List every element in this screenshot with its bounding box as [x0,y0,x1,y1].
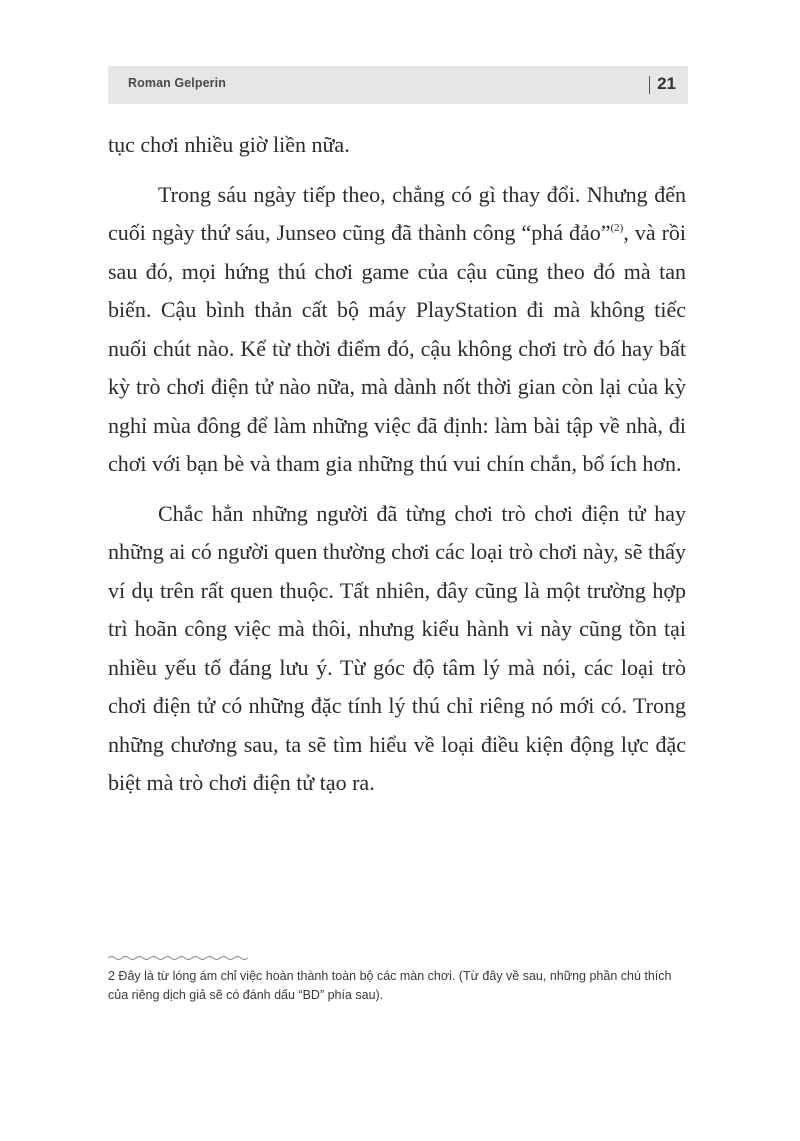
header-divider [649,76,651,94]
page-number: 21 [657,74,676,93]
footnote-divider [108,955,248,961]
header-author: Roman Gelperin [128,76,226,90]
paragraph-1: tục chơi nhiều giờ liền nữa. [108,132,350,157]
paragraph-3: Chắc hẳn những người đã từng chơi trò chơi điện tử hay những ai có người quen thường chơi các loại trò chơi này, sẽ thấy ví dụ trên rất quen thuộc. Tất nhiên, đây cũng là một trường hợp trì hoãn công việc mà thôi, nhưng kiểu hành vi này cũng tồn tại nhiều yếu tố đáng lưu ý. Từ góc độ tâm lý mà nói, các loại trò chơi điện tử có những đặc tính lý thú chỉ riêng nó mới có. Trong những chương sau, ta sẽ tìm hiểu về loại điều kiện động lực đặc biệt mà trò chơi điện tử tạo ra. [108,500,686,795]
body-text [108,126,686,814]
running-header [108,66,688,104]
paragraph-2-part-b: , và rồi sau đó, mọi hứng thú chơi game của cậu cũng theo đó mà tan biến. Cậu bình thản cất bộ máy PlayStation đi mà không tiếc nuối chút nào. Kể từ thời điểm đó, cậu không chơi trò đó hay bất kỳ trò chơi điện tử nào nữa, mà dành nốt thời gian còn lại của kỳ nghỉ mùa đông để làm những việc đã định: làm bài tập về nhà, đi chơi với bạn bè và tham gia những thú vui chín chắn, bổ ích hơn. [108,220,687,476]
paragraph-2 [108,176,686,484]
footnote-reference[interactable]: (2) [610,222,624,234]
paragraph-2-part-a: Trong sáu ngày tiếp theo, chẳng có gì thay đổi. Nhưng đến cuối ngày thứ sáu, Junseo cũng đã thành công “phá đảo” [108,181,686,245]
footnote: 2 Đây là từ lóng ám chỉ việc hoàn thành toàn bộ các màn chơi. (Từ đây về sau, những phần chú thích của riêng dịch giả sẽ có đánh dấu “BD” phía sau). [108,969,672,1002]
